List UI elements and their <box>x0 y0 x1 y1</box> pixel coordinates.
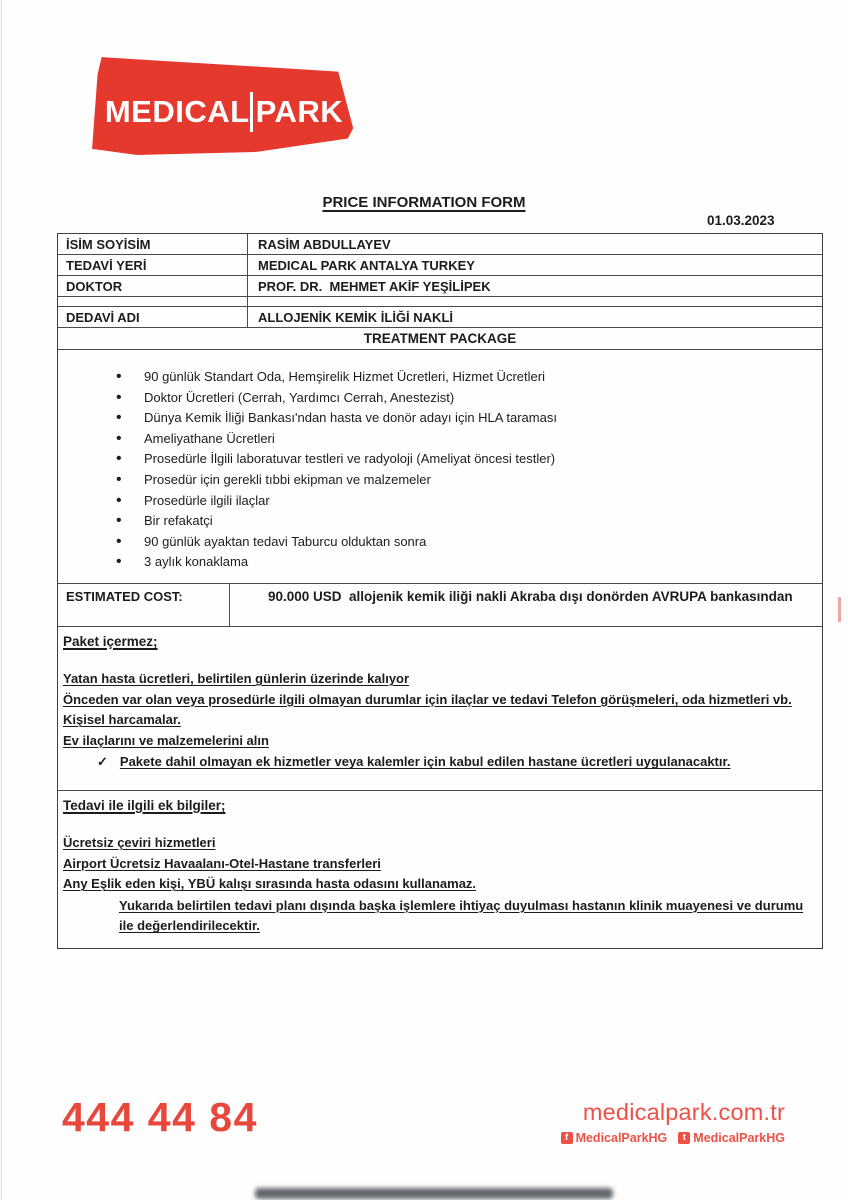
price-information-table <box>57 233 823 949</box>
row-value: PROF. DR. MEHMET AKİF YEŞİLİPEK <box>258 279 491 294</box>
row-label: DEDAVİ ADI <box>58 307 248 327</box>
logo-wordmark <box>88 82 360 130</box>
table-row <box>58 275 822 296</box>
facebook-handle <box>561 1131 668 1145</box>
treatment-package-cell <box>58 349 822 583</box>
estimated-cost-label: ESTIMATED COST: <box>58 584 230 626</box>
treatment-package-header: TREATMENT PACKAGE <box>58 327 822 349</box>
social-handle: MedicalParkHG <box>575 1131 668 1145</box>
logo-text-l: L <box>230 94 250 129</box>
info-line: Ücretsiz çeviri hizmetleri <box>63 835 216 850</box>
form-date: 01.03.2023 <box>707 213 775 228</box>
info-line: Any Eşlik eden kişi, YBÜ kalışı sırasında hasta odasını kullanamaz. <box>63 876 477 892</box>
facebook-icon: f <box>561 1132 573 1144</box>
list-item: • Prosedürle ilgili ilaçlar <box>114 491 802 512</box>
phone-number: 444 44 84 <box>62 1094 258 1140</box>
list-item: • 90 günlük Standart Oda, Hemşirelik Hizmet Ücretleri, Hizmet Ücretleri <box>114 367 802 388</box>
table-spacer-row <box>58 296 822 306</box>
list-item: • Doktor Ücretleri (Cerrah, Yardımcı Cerrah, Anestezist) <box>114 388 802 409</box>
twitter-handle <box>678 1131 785 1145</box>
estimated-cost-row <box>58 583 822 626</box>
list-item: • Ameliyathane Ücretleri <box>114 429 802 450</box>
table-row <box>58 306 822 327</box>
row-label: TEDAVİ YERİ <box>58 255 248 275</box>
info-line: Airport Ücretsiz Havaalanı-Otel-Hastane transferleri <box>63 855 381 871</box>
row-value: MEDICAL PARK ANTALYA TURKEY <box>258 258 475 273</box>
treatment-package-list <box>114 367 802 573</box>
exclusions-section <box>58 626 822 790</box>
page-title: PRICE INFORMATION FORM <box>322 194 526 211</box>
check-icon: ✓ <box>97 754 108 770</box>
exclusion-line: Yatan hasta ücretleri, belirtilen günlerin üzerinde kalıyor <box>63 671 410 686</box>
list-item: • Prosedür için gerekli tıbbi ekipman ve malzemeler <box>114 470 802 491</box>
estimated-cost-value: 90.000 USD allojenik kemik iliği nakli Akraba dışı donörden AVRUPA bankasından <box>268 589 793 604</box>
social-handle: MedicalParkHG <box>693 1131 785 1145</box>
twitter-icon: t <box>678 1132 690 1144</box>
logo-separator-bar <box>250 92 253 132</box>
list-item: • Prosedürle İlgili laboratuvar testleri ve radyoloji (Ameliyat öncesi testler) <box>114 449 802 470</box>
evaluation-note: Yukarıda belirtilen tedavi planı dışında başka işlemlere ihtiyaç duyulması hastanın klinik muayenesi ve durumu ile değerlendirilecektir. <box>119 897 804 934</box>
table-row <box>58 254 822 275</box>
row-label: İSİM SOYİSİM <box>58 234 248 254</box>
row-label: DOKTOR <box>58 276 248 296</box>
logo-text-park: PARK <box>255 94 344 129</box>
row-value: ALLOJENİK KEMİK İLİĞİ NAKLİ <box>258 310 453 325</box>
list-item: • 3 aylık konaklama <box>114 552 802 573</box>
check-note: Pakete dahil olmayan ek hizmetler veya kalemler için kabul edilen hastane ücretleri uygulanacaktır. <box>119 754 731 770</box>
bottom-scan-artifact <box>255 1188 613 1199</box>
list-item: • Dünya Kemik İliği Bankası'ndan hasta ve donör adayı için HLA taraması <box>114 408 802 429</box>
row-value: RASİM ABDULLAYEV <box>258 237 391 252</box>
additional-info-heading: Tedavi ile ilgili ek bilgiler; <box>63 798 226 813</box>
table-row <box>58 234 822 254</box>
exclusions-heading: Paket içermez; <box>63 634 158 649</box>
logo-text-medical: MEDICA <box>104 94 231 129</box>
website-url: medicalpark.com.tr <box>582 1099 785 1125</box>
additional-info-section <box>58 790 822 948</box>
check-note-row <box>97 752 810 773</box>
social-handles <box>561 1131 785 1145</box>
right-edge-scan-mark <box>838 597 841 622</box>
medicalpark-logo <box>88 52 360 155</box>
list-item: • Bir refakatçi <box>114 511 802 532</box>
exclusion-line: Önceden var olan veya prosedürle ilgili olmayan durumlar için ilaçlar ve tedavi Telefon görüşmeleri, oda hizmetleri vb. Kişisel harcamalar. <box>63 691 792 728</box>
left-edge-scan-line <box>1 0 2 1200</box>
exclusion-line: Ev ilaçlarını ve malzemelerini alın <box>63 732 269 748</box>
list-item: • 90 günlük ayaktan tedavi Taburcu olduktan sonra <box>114 532 802 553</box>
